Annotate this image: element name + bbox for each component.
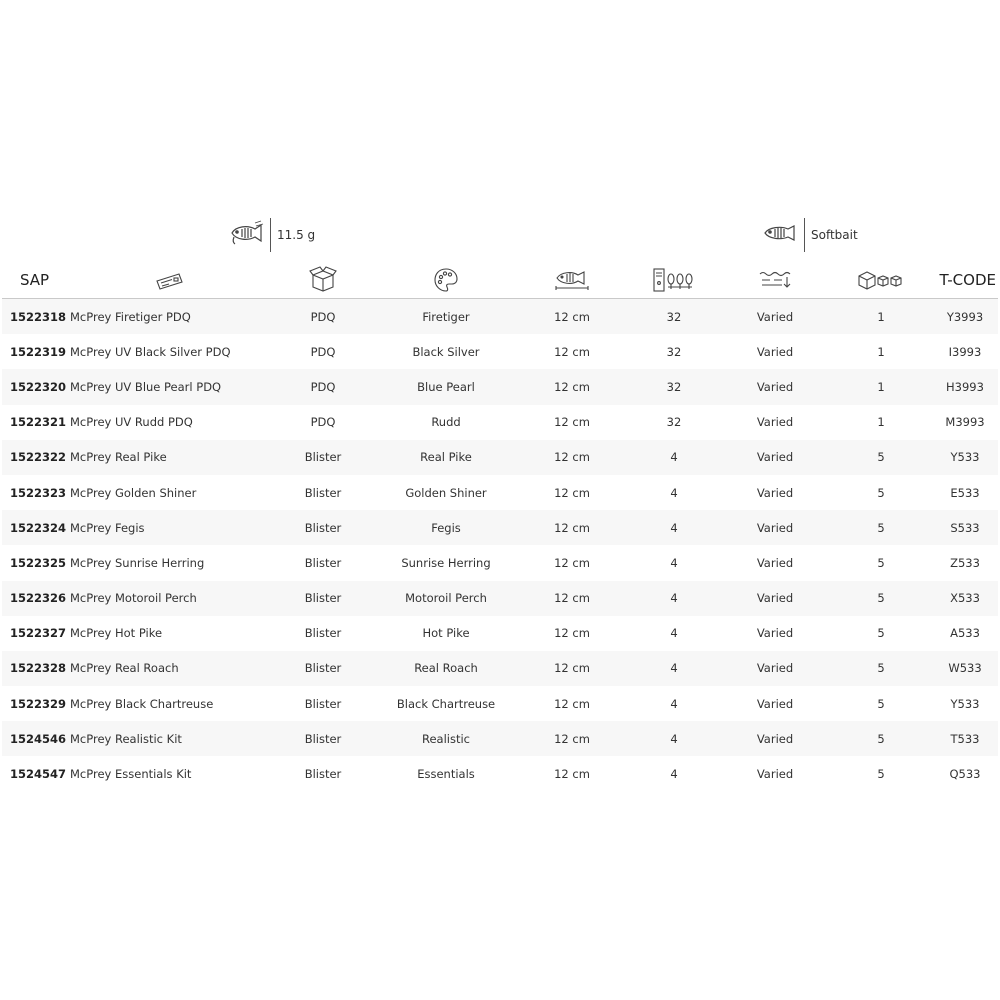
sap-cell: 1524546 — [2, 721, 70, 756]
quantity-cell: 32 — [628, 369, 720, 404]
table-row — [2, 545, 998, 580]
description-cell: McPrey Motoroil Perch — [70, 581, 270, 616]
spec-divider — [270, 218, 271, 252]
palette-icon — [433, 270, 459, 289]
color-cell: Real Pike — [376, 440, 516, 475]
tcode-cell: Y3993 — [932, 299, 998, 335]
sap-cell: 1522326 — [2, 581, 70, 616]
length-cell: 12 cm — [516, 475, 628, 510]
packaging-cell: Blister — [270, 440, 376, 475]
depth-cell: Varied — [720, 334, 830, 369]
packaging-cell: PDQ — [270, 334, 376, 369]
table-row — [2, 651, 998, 686]
quantity-cell: 4 — [628, 756, 720, 791]
pack-qty-cell: 5 — [830, 440, 932, 475]
depth-cell: Varied — [720, 721, 830, 756]
product-table — [2, 262, 998, 792]
length-cell: 12 cm — [516, 369, 628, 404]
tcode-cell: Z533 — [932, 545, 998, 580]
color-cell: Realistic — [376, 721, 516, 756]
pack-qty-cell: 5 — [830, 651, 932, 686]
quantity-cell: 4 — [628, 686, 720, 721]
col-quantity-header — [628, 262, 720, 299]
sap-cell: 1522318 — [2, 299, 70, 335]
sap-cell: 1522320 — [2, 369, 70, 404]
length-cell: 12 cm — [516, 334, 628, 369]
col-tcode-header: T-CODE — [932, 262, 998, 299]
sap-cell: 1524547 — [2, 756, 70, 791]
description-cell: McPrey UV Black Silver PDQ — [70, 334, 270, 369]
table-row — [2, 721, 998, 756]
lure-type-icon — [762, 220, 798, 250]
sap-cell: 1522319 — [2, 334, 70, 369]
quantity-cell: 4 — [628, 545, 720, 580]
sap-cell: 1522328 — [2, 651, 70, 686]
quantity-cell: 4 — [628, 721, 720, 756]
pack-qty-cell: 1 — [830, 405, 932, 440]
table-body — [2, 299, 998, 792]
packaging-cell: Blister — [270, 545, 376, 580]
pack-qty-cell: 5 — [830, 616, 932, 651]
col-color-header — [376, 262, 516, 299]
length-cell: 12 cm — [516, 651, 628, 686]
pack-qty-cell: 5 — [830, 475, 932, 510]
color-cell: Motoroil Perch — [376, 581, 516, 616]
lure-length-icon — [554, 270, 590, 289]
depth-cell: Varied — [720, 686, 830, 721]
description-cell: McPrey UV Rudd PDQ — [70, 405, 270, 440]
length-cell: 12 cm — [516, 440, 628, 475]
depth-cell: Varied — [720, 299, 830, 335]
color-cell: Rudd — [376, 405, 516, 440]
spec-divider — [804, 218, 805, 252]
packaging-cell: Blister — [270, 756, 376, 791]
lure-weight-icon — [228, 220, 264, 250]
quantity-cell: 32 — [628, 299, 720, 335]
depth-cell: Varied — [720, 475, 830, 510]
color-cell: Firetiger — [376, 299, 516, 335]
depth-cell: Varied — [720, 616, 830, 651]
pack-qty-cell: 5 — [830, 545, 932, 580]
table-row — [2, 475, 998, 510]
weight-spec — [228, 218, 315, 252]
table-row — [2, 299, 998, 335]
pack-qty-cell: 5 — [830, 756, 932, 791]
color-cell: Fegis — [376, 510, 516, 545]
quantity-cell: 4 — [628, 581, 720, 616]
packaging-cell: Blister — [270, 475, 376, 510]
tcode-cell: M3993 — [932, 405, 998, 440]
col-depth-header — [720, 262, 830, 299]
tcode-cell: Y533 — [932, 686, 998, 721]
length-cell: 12 cm — [516, 545, 628, 580]
packaging-cell: Blister — [270, 581, 376, 616]
description-cell: McPrey Firetiger PDQ — [70, 299, 270, 335]
col-sap-header: SAP — [2, 262, 70, 299]
sap-cell: 1522329 — [2, 686, 70, 721]
depth-cell: Varied — [720, 581, 830, 616]
packaging-cell: PDQ — [270, 369, 376, 404]
length-cell: 12 cm — [516, 299, 628, 335]
color-cell: Golden Shiner — [376, 475, 516, 510]
table-header-row — [2, 262, 998, 299]
box-icon — [309, 270, 337, 289]
description-cell: McPrey Essentials Kit — [70, 756, 270, 791]
type-spec — [762, 218, 858, 252]
pack-qty-cell: 5 — [830, 721, 932, 756]
sap-cell: 1522321 — [2, 405, 70, 440]
packaging-cell: Blister — [270, 686, 376, 721]
length-cell: 12 cm — [516, 721, 628, 756]
tcode-cell: E533 — [932, 475, 998, 510]
col-pack-qty-header — [830, 262, 932, 299]
table-row — [2, 369, 998, 404]
quantity-cell: 4 — [628, 616, 720, 651]
table-row — [2, 581, 998, 616]
col-length-header — [516, 262, 628, 299]
water-depth-icon — [758, 270, 792, 289]
length-cell: 12 cm — [516, 581, 628, 616]
quantity-cell: 32 — [628, 405, 720, 440]
table-row — [2, 686, 998, 721]
depth-cell: Varied — [720, 369, 830, 404]
table-row — [2, 510, 998, 545]
quantity-cell: 32 — [628, 334, 720, 369]
depth-cell: Varied — [720, 756, 830, 791]
boxes-icon — [857, 270, 905, 289]
description-cell: McPrey Sunrise Herring — [70, 545, 270, 580]
col-packaging-header — [270, 262, 376, 299]
weight-value: 11.5 g — [277, 228, 316, 242]
color-cell: Black Silver — [376, 334, 516, 369]
depth-cell: Varied — [720, 510, 830, 545]
pack-qty-cell: 5 — [830, 686, 932, 721]
color-cell: Essentials — [376, 756, 516, 791]
tcode-cell: H3993 — [932, 369, 998, 404]
tcode-cell: I3993 — [932, 334, 998, 369]
sap-cell: 1522327 — [2, 616, 70, 651]
description-cell: McPrey Real Roach — [70, 651, 270, 686]
pack-qty-cell: 5 — [830, 510, 932, 545]
sap-cell: 1522324 — [2, 510, 70, 545]
quantity-cell: 4 — [628, 510, 720, 545]
description-cell: McPrey UV Blue Pearl PDQ — [70, 369, 270, 404]
depth-cell: Varied — [720, 440, 830, 475]
quantity-cell: 4 — [628, 651, 720, 686]
tcode-cell: W533 — [932, 651, 998, 686]
description-cell: McPrey Realistic Kit — [70, 721, 270, 756]
description-cell: McPrey Black Chartreuse — [70, 686, 270, 721]
length-cell: 12 cm — [516, 616, 628, 651]
table-row — [2, 405, 998, 440]
type-value: Softbait — [811, 228, 858, 242]
depth-cell: Varied — [720, 545, 830, 580]
sap-cell: 1522323 — [2, 475, 70, 510]
length-cell: 12 cm — [516, 510, 628, 545]
pack-qty-cell: 1 — [830, 369, 932, 404]
table-row — [2, 616, 998, 651]
pack-qty-cell: 1 — [830, 334, 932, 369]
packaging-cell: Blister — [270, 616, 376, 651]
col-description-header — [70, 262, 270, 299]
table-row — [2, 334, 998, 369]
color-cell: Black Chartreuse — [376, 686, 516, 721]
length-cell: 12 cm — [516, 756, 628, 791]
depth-cell: Varied — [720, 651, 830, 686]
tcode-cell: Q533 — [932, 756, 998, 791]
packaging-cell: Blister — [270, 651, 376, 686]
display-quantity-icon — [652, 270, 696, 289]
length-cell: 12 cm — [516, 405, 628, 440]
packaging-cell: PDQ — [270, 405, 376, 440]
quantity-cell: 4 — [628, 475, 720, 510]
description-cell: McPrey Hot Pike — [70, 616, 270, 651]
sap-cell: 1522325 — [2, 545, 70, 580]
pack-qty-cell: 1 — [830, 299, 932, 335]
tcode-cell: Y533 — [932, 440, 998, 475]
tag-label-icon — [155, 270, 185, 289]
tcode-cell: A533 — [932, 616, 998, 651]
color-cell: Sunrise Herring — [376, 545, 516, 580]
description-cell: McPrey Fegis — [70, 510, 270, 545]
color-cell: Real Roach — [376, 651, 516, 686]
quantity-cell: 4 — [628, 440, 720, 475]
packaging-cell: PDQ — [270, 299, 376, 335]
description-cell: McPrey Golden Shiner — [70, 475, 270, 510]
description-cell: McPrey Real Pike — [70, 440, 270, 475]
color-cell: Hot Pike — [376, 616, 516, 651]
pack-qty-cell: 5 — [830, 581, 932, 616]
tcode-cell: S533 — [932, 510, 998, 545]
packaging-cell: Blister — [270, 721, 376, 756]
sap-cell: 1522322 — [2, 440, 70, 475]
color-cell: Blue Pearl — [376, 369, 516, 404]
depth-cell: Varied — [720, 405, 830, 440]
table-row — [2, 756, 998, 791]
tcode-cell: T533 — [932, 721, 998, 756]
packaging-cell: Blister — [270, 510, 376, 545]
tcode-cell: X533 — [932, 581, 998, 616]
length-cell: 12 cm — [516, 686, 628, 721]
table-row — [2, 440, 998, 475]
